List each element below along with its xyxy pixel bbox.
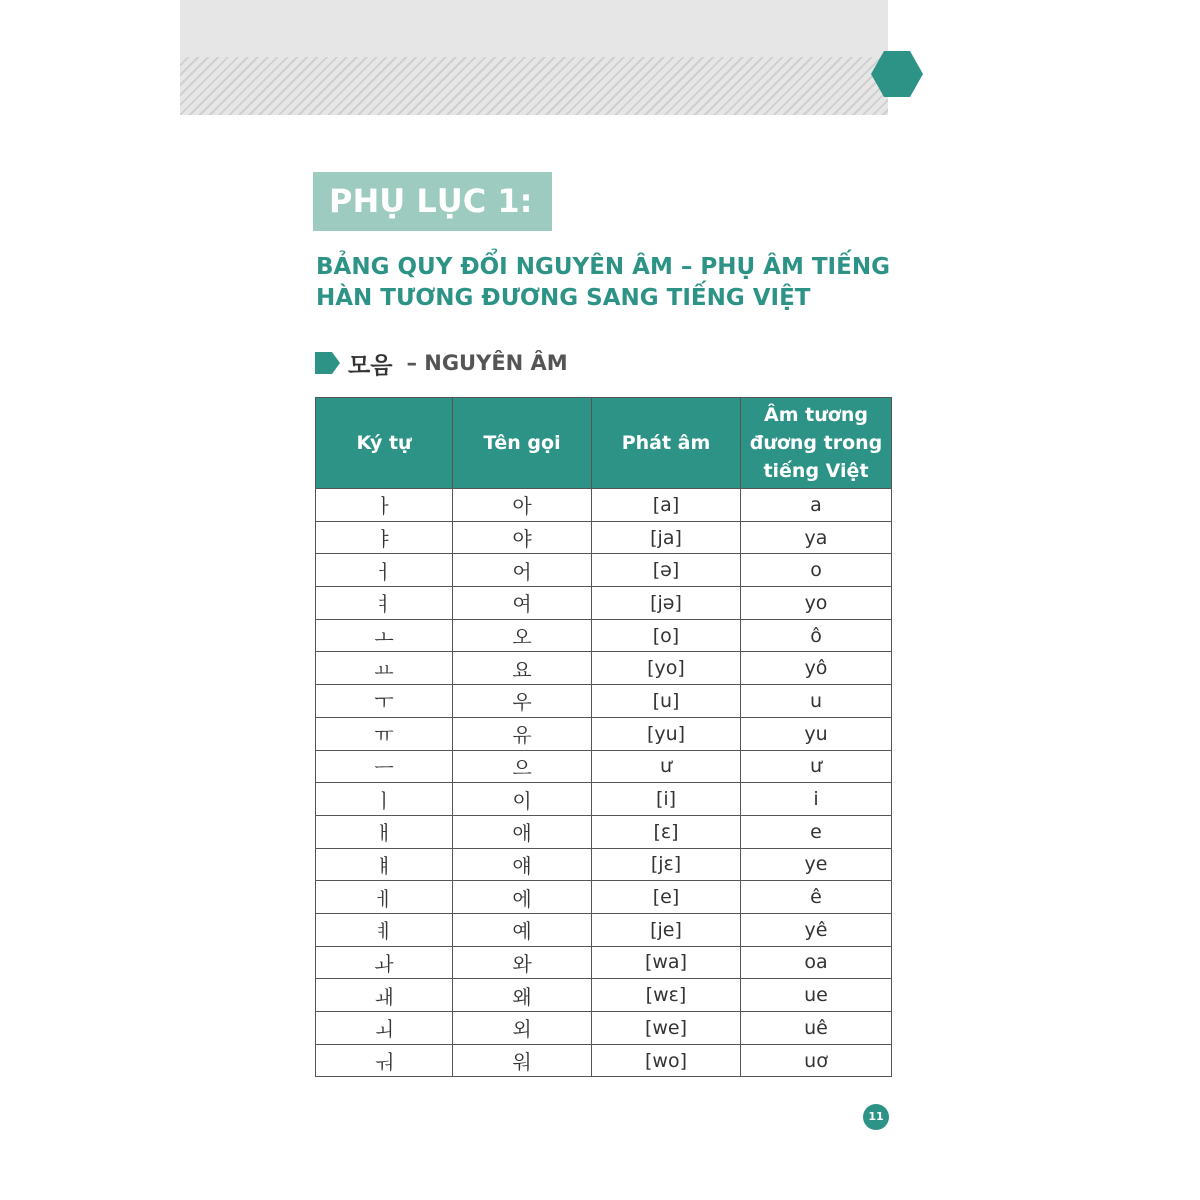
cell-name: 얘 (453, 848, 592, 881)
cell-vietnamese: yê (741, 913, 892, 946)
cell-character: ㅜ (316, 685, 453, 718)
cell-pronunciation: [je] (592, 913, 741, 946)
section-heading-vietnamese: – NGUYÊN ÂM (406, 351, 568, 375)
cell-character: ㅒ (316, 848, 453, 881)
cell-vietnamese: uê (741, 1012, 892, 1045)
cell-character: ㅘ (316, 946, 453, 979)
table-row (316, 652, 892, 685)
section-heading (315, 345, 568, 381)
table-row (316, 489, 892, 522)
cell-name: 오 (453, 619, 592, 652)
table-row (316, 717, 892, 750)
cell-name: 우 (453, 685, 592, 718)
cell-vietnamese: u (741, 685, 892, 718)
cell-vietnamese: ê (741, 881, 892, 914)
section-heading-korean: 모음 (348, 352, 393, 379)
cell-character: ㅓ (316, 554, 453, 587)
cell-pronunciation: [ja] (592, 521, 741, 554)
cell-name: 으 (453, 750, 592, 783)
cell-pronunciation: [u] (592, 685, 741, 718)
vowel-table (315, 397, 892, 1077)
cell-pronunciation: [jɛ] (592, 848, 741, 881)
column-header-pronunciation: Phát âm (592, 398, 741, 489)
table-row (316, 521, 892, 554)
cell-character: ㅣ (316, 783, 453, 816)
cell-pronunciation: [wɛ] (592, 979, 741, 1012)
table-row (316, 783, 892, 816)
page-title-line-2: HÀN TƯƠNG ĐƯƠNG SANG TIẾNG VIỆT (316, 285, 811, 311)
table-row (316, 1012, 892, 1045)
table-row (316, 1044, 892, 1077)
cell-vietnamese: oa (741, 946, 892, 979)
cell-pronunciation: [i] (592, 783, 741, 816)
cell-name: 여 (453, 587, 592, 620)
table-header-row (316, 398, 892, 489)
cell-vietnamese: ue (741, 979, 892, 1012)
cell-name: 아 (453, 489, 592, 522)
cell-character: ㅙ (316, 979, 453, 1012)
cell-pronunciation: [we] (592, 1012, 741, 1045)
cell-name: 외 (453, 1012, 592, 1045)
cell-character: ㅔ (316, 881, 453, 914)
cell-character: ㅐ (316, 815, 453, 848)
cell-pronunciation: [ɛ] (592, 815, 741, 848)
table-row (316, 946, 892, 979)
cell-vietnamese: ya (741, 521, 892, 554)
cell-name: 어 (453, 554, 592, 587)
appendix-label: PHỤ LỤC 1: (313, 172, 552, 231)
cell-name: 애 (453, 815, 592, 848)
cell-name: 와 (453, 946, 592, 979)
cell-character: ㅛ (316, 652, 453, 685)
cell-name: 에 (453, 881, 592, 914)
cell-name: 예 (453, 913, 592, 946)
cell-vietnamese: yu (741, 717, 892, 750)
cell-name: 야 (453, 521, 592, 554)
table-row (316, 750, 892, 783)
column-header-name: Tên gọi (453, 398, 592, 489)
cell-vietnamese: i (741, 783, 892, 816)
cell-vietnamese: e (741, 815, 892, 848)
cell-character: ㅑ (316, 521, 453, 554)
cell-name: 왜 (453, 979, 592, 1012)
cell-vietnamese: o (741, 554, 892, 587)
cell-pronunciation: [ə] (592, 554, 741, 587)
table-row (316, 685, 892, 718)
page-number: 11 (863, 1104, 889, 1130)
cell-pronunciation: [o] (592, 619, 741, 652)
table-row (316, 979, 892, 1012)
cell-name: 요 (453, 652, 592, 685)
table-row (316, 848, 892, 881)
cell-vietnamese: uơ (741, 1044, 892, 1077)
cell-pronunciation: ư (592, 750, 741, 783)
table-row (316, 554, 892, 587)
page-title (316, 252, 916, 314)
table-row (316, 587, 892, 620)
table-row (316, 881, 892, 914)
column-header-vietnamese-equivalent: Âm tương đương trong tiếng Việt (741, 398, 892, 489)
arrow-marker-icon (315, 352, 340, 374)
column-header-character: Ký tự (316, 398, 453, 489)
page-title-line-1: BẢNG QUY ĐỔI NGUYÊN ÂM – PHỤ ÂM TIẾNG (316, 254, 890, 280)
cell-pronunciation: [wa] (592, 946, 741, 979)
cell-character: ㅏ (316, 489, 453, 522)
cell-character: ㅕ (316, 587, 453, 620)
cell-pronunciation: [yo] (592, 652, 741, 685)
cell-pronunciation: [yu] (592, 717, 741, 750)
cell-vietnamese: ư (741, 750, 892, 783)
cell-vietnamese: ô (741, 619, 892, 652)
table-row (316, 619, 892, 652)
header-stripes (180, 57, 888, 115)
cell-pronunciation: [e] (592, 881, 741, 914)
cell-character: ㅚ (316, 1012, 453, 1045)
cell-character: ㅠ (316, 717, 453, 750)
cell-character: ㅝ (316, 1044, 453, 1077)
cell-vietnamese: a (741, 489, 892, 522)
cell-character: ㅡ (316, 750, 453, 783)
table-row (316, 913, 892, 946)
cell-pronunciation: [a] (592, 489, 741, 522)
cell-pronunciation: [wo] (592, 1044, 741, 1077)
table-body (316, 489, 892, 1077)
cell-character: ㅗ (316, 619, 453, 652)
table-row (316, 815, 892, 848)
cell-name: 유 (453, 717, 592, 750)
cell-vietnamese: ye (741, 848, 892, 881)
cell-name: 이 (453, 783, 592, 816)
cell-pronunciation: [jə] (592, 587, 741, 620)
cell-vietnamese: yô (741, 652, 892, 685)
cell-vietnamese: yo (741, 587, 892, 620)
cell-name: 워 (453, 1044, 592, 1077)
cell-character: ㅖ (316, 913, 453, 946)
